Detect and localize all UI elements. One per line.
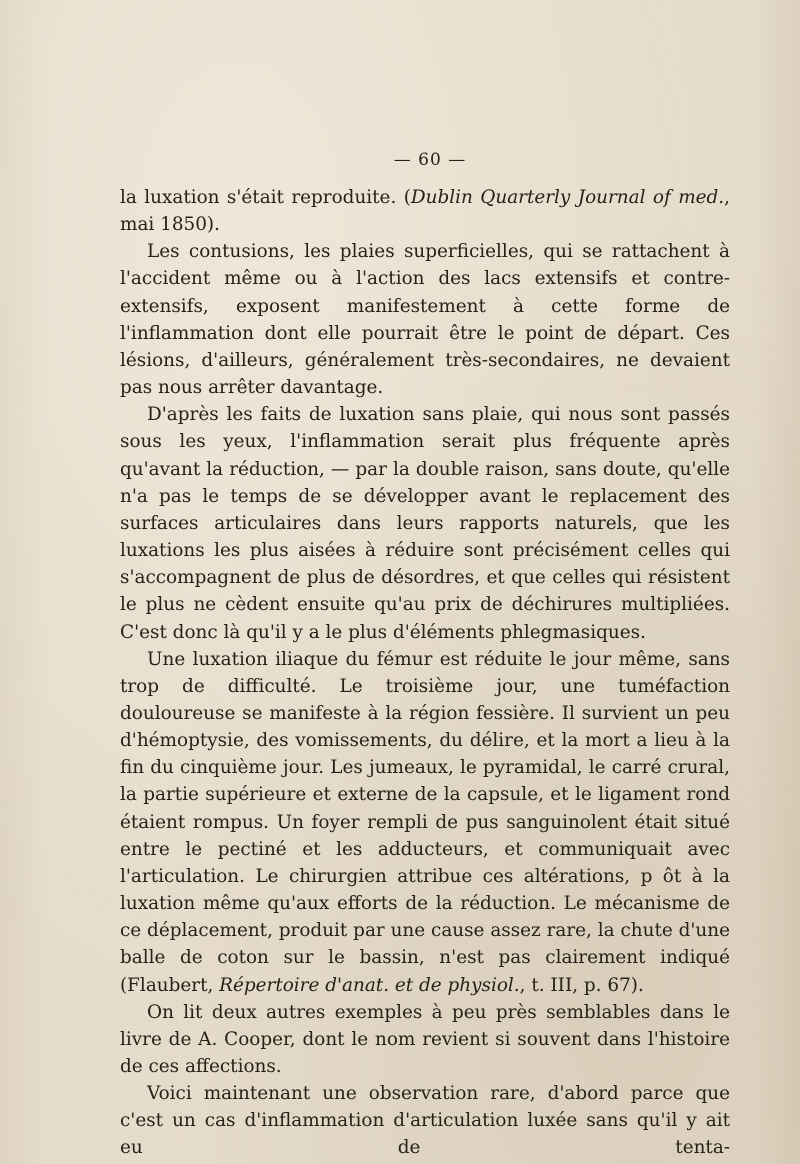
- paragraph-3: [120, 401, 730, 645]
- paragraph-4-part-4: muniquait avec l'articulation. Le chirurgien attribue ces altérations, p ôt à la luxation même qu'aux efforts de la réduction. Le méca: [120, 838, 730, 915]
- page-number: — 60 —: [393, 150, 467, 170]
- paragraph-4-part-1: Une luxation iliaque du fémur est réduite le jour même, sans trop de difficulté. Le troisième jour, une tuméfaction douloureuse se ma: [120, 648, 730, 724]
- repertoire-title: Répertoire d'anat. et de physiol.: [219, 974, 520, 996]
- paragraph-4-part-5: nisme de ce déplacement, produit par une cause assez rare, la chute d'une balle de coton sur le bassin, n'est pas clairement indiqué (Flaubert,: [120, 893, 730, 996]
- paragraph-2-part-1: Les contusions, les plaies superficielles, qui se rattachent à l'accident même ou à l'action des lacs extensifs et contre-extensifs, exposent ma: [120, 241, 730, 317]
- journal-title: Dublin Quarterly Journal of med.: [410, 187, 725, 208]
- body-text: [120, 184, 730, 1162]
- paragraph-1: [120, 184, 730, 238]
- paragraph-1-prefix: la luxation s'était reproduite. (: [120, 187, 411, 208]
- paragraph-2: [120, 238, 730, 401]
- paragraph-4-suffix: , t. III, p. 67).: [519, 974, 644, 996]
- paragraph-1-suffix: , mai 1850).: [120, 187, 730, 236]
- paragraph-4-part-3: sements, du délire, et la mort a lieu à la fin du cinquième jour. Les jumeaux, le pyramidal, le carré crural, la partie supérieure et externe de la capsule, et le ligament rond étaient rompus. Un foyer rempli de pus sanguinolent était situé entre le pectiné et les adducteurs, et com: [120, 730, 730, 860]
- paragraph-6: [120, 1080, 730, 1161]
- paragraph-3-part-2: velopper avant le replacement des surfaces articulaires dans leurs rapports naturels, que les luxations les plus aisées à réduire sont précisément celles qui s'accompagnent de plus de désordres, et que celles qui résistent le plus ne cèdent ensuite qu'au prix de déchirures multipliées. C'est donc là qu'il y a le plus d'éléments phlegmasiques.: [120, 485, 730, 643]
- paragraph-5-part-2: fections.: [209, 1056, 282, 1077]
- paragraph-6-text: Voici maintenant une observation rare, d'abord parce que c'est un cas d'inflammation d'articulation luxée sans qu'il y ait eu de tenta-: [120, 1083, 730, 1159]
- paragraph-5-part-1: On lit deux autres exemples à peu près semblables dans le livre de A. Cooper, dont le nom revient si souvent dans l'histoire de ces af: [120, 1001, 730, 1077]
- paragraph-5: [120, 999, 730, 1080]
- paragraph-4-part-2: nifeste à la région fessière. Il survient un peu d'hémoptysie, des vomis: [120, 702, 730, 752]
- paragraph-2-part-2: nifestement à cette forme de l'inflammation dont elle pourrait être le point de départ. Ces lésions, d'ailleurs, généralement très-secondaires, ne devaient pas nous arrêter davantage.: [120, 295, 730, 399]
- paragraph-3-part-1: D'après les faits de luxation sans plaie, qui nous sont passés sous les yeux, l'inflammation serait plus fréquente après qu'avant la réduction, — par la double raison, sans doute, qu'elle n'a pas le temps de se dé: [120, 404, 730, 507]
- paragraph-4: [120, 646, 730, 999]
